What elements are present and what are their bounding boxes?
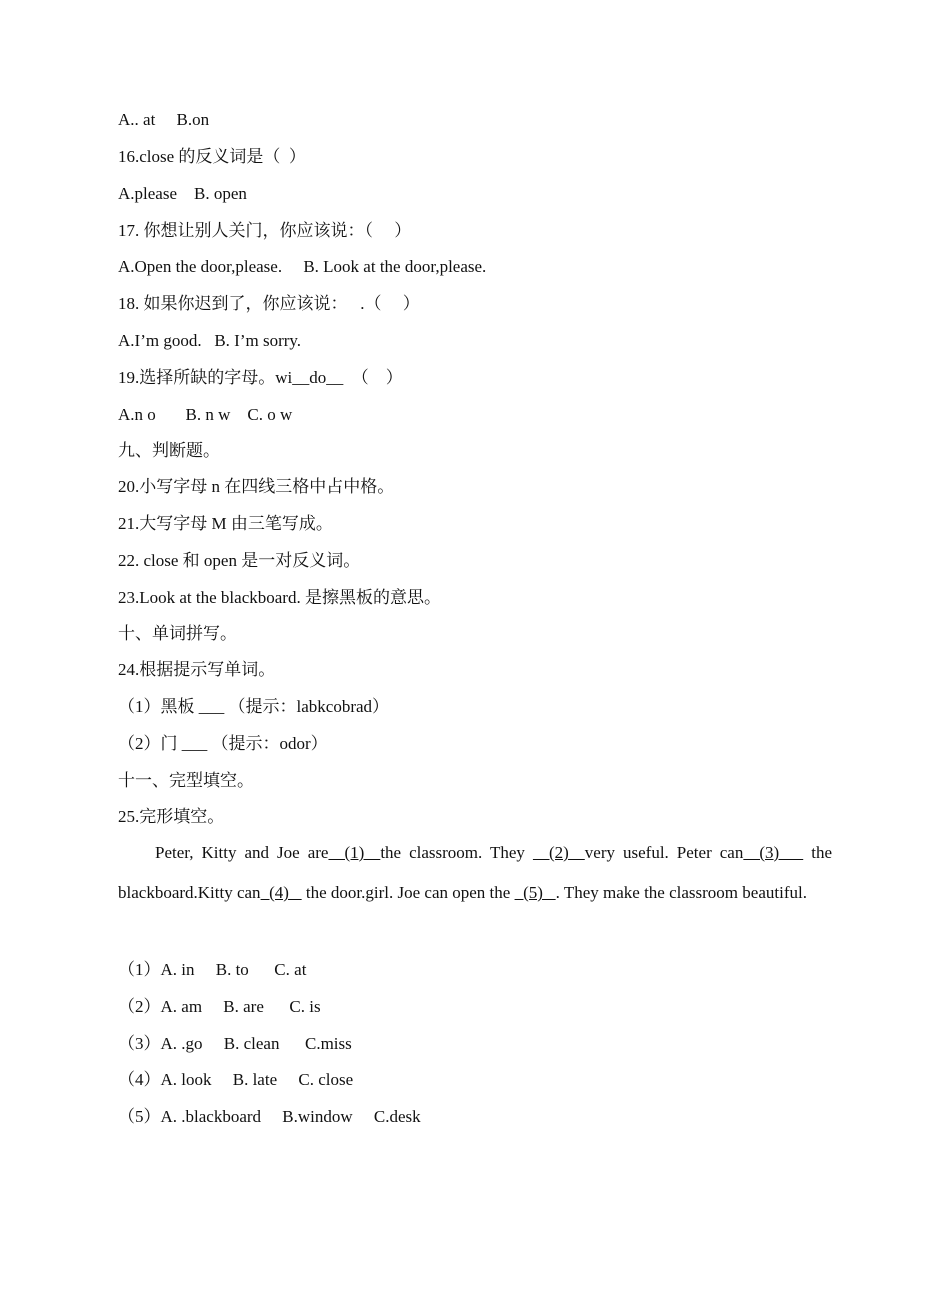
passage-text-4: the blackboard.Kitty can [118,843,832,902]
q25-option-3: （3）A. .go B. clean C.miss [118,1034,352,1053]
q18-options: A.I’m good. B. I’m sorry. [118,331,302,350]
passage-text-5: the door.girl. Joe can open the [301,883,515,902]
passage-text-6: . They make the classroom beautiful. [555,883,807,902]
q21-statement: 21.大写字母 M 由三笔写成。 [118,514,333,533]
q20-statement: 20.小写字母 n 在四线三格中占中格。 [118,477,395,496]
blank-1: (1) [328,843,381,862]
passage-text-3: very useful. Peter can [584,843,744,862]
q25-option-2: （2）A. am B. are C. is [118,997,321,1016]
q25-option-5: （5）A. .blackboard B.window C.desk [118,1107,421,1126]
section-9-heading: 九、判断题。 [118,441,220,460]
q16-options: A.please B. open [118,184,247,203]
q19-options: A.n o B. n w C. o w [118,405,293,424]
passage-text-2: the classroom. They [380,843,533,862]
q16-question: 16.close 的反义词是（ ） [118,147,306,166]
blank-3: (3) [743,843,804,862]
section-11-heading: 十一、完型填空。 [118,771,254,790]
q17-options: A.Open the door,please. B. Look at the door,please. [118,257,487,276]
q25-instruction: 25.完形填空。 [118,807,225,826]
q15-options: A.. at B.on [118,110,210,129]
q18-question: 18. 如果你迟到了，你应该说： .（ ） [118,294,420,313]
blank-2: (2) [532,843,585,862]
q17-question: 17. 你想让别人关门，你应该说：（ ） [118,221,412,240]
section-10-heading: 十、单词拼写。 [118,624,237,643]
cloze-passage [118,833,832,913]
q24-item-2: （2）门 ___ （提示：odor） [118,734,328,753]
q23-statement: 23.Look at the blackboard. 是擦黑板的意思。 [118,588,441,607]
q19-question: 19.选择所缺的字母。wi__do__ （ ） [118,368,403,387]
blank-5: (5) [514,883,556,902]
passage-text-1: Peter, Kitty and Joe are [155,843,329,862]
q25-option-4: （4）A. look B. late C. close [118,1070,354,1089]
q24-instruction: 24.根据提示写单词。 [118,660,276,679]
q25-option-1: （1）A. in B. to C. at [118,960,307,979]
q22-statement: 22. close 和 open 是一对反义词。 [118,551,361,570]
blank-4: (4) [260,883,302,902]
q24-item-1: （1）黑板 ___ （提示：labkcobrad） [118,697,390,716]
